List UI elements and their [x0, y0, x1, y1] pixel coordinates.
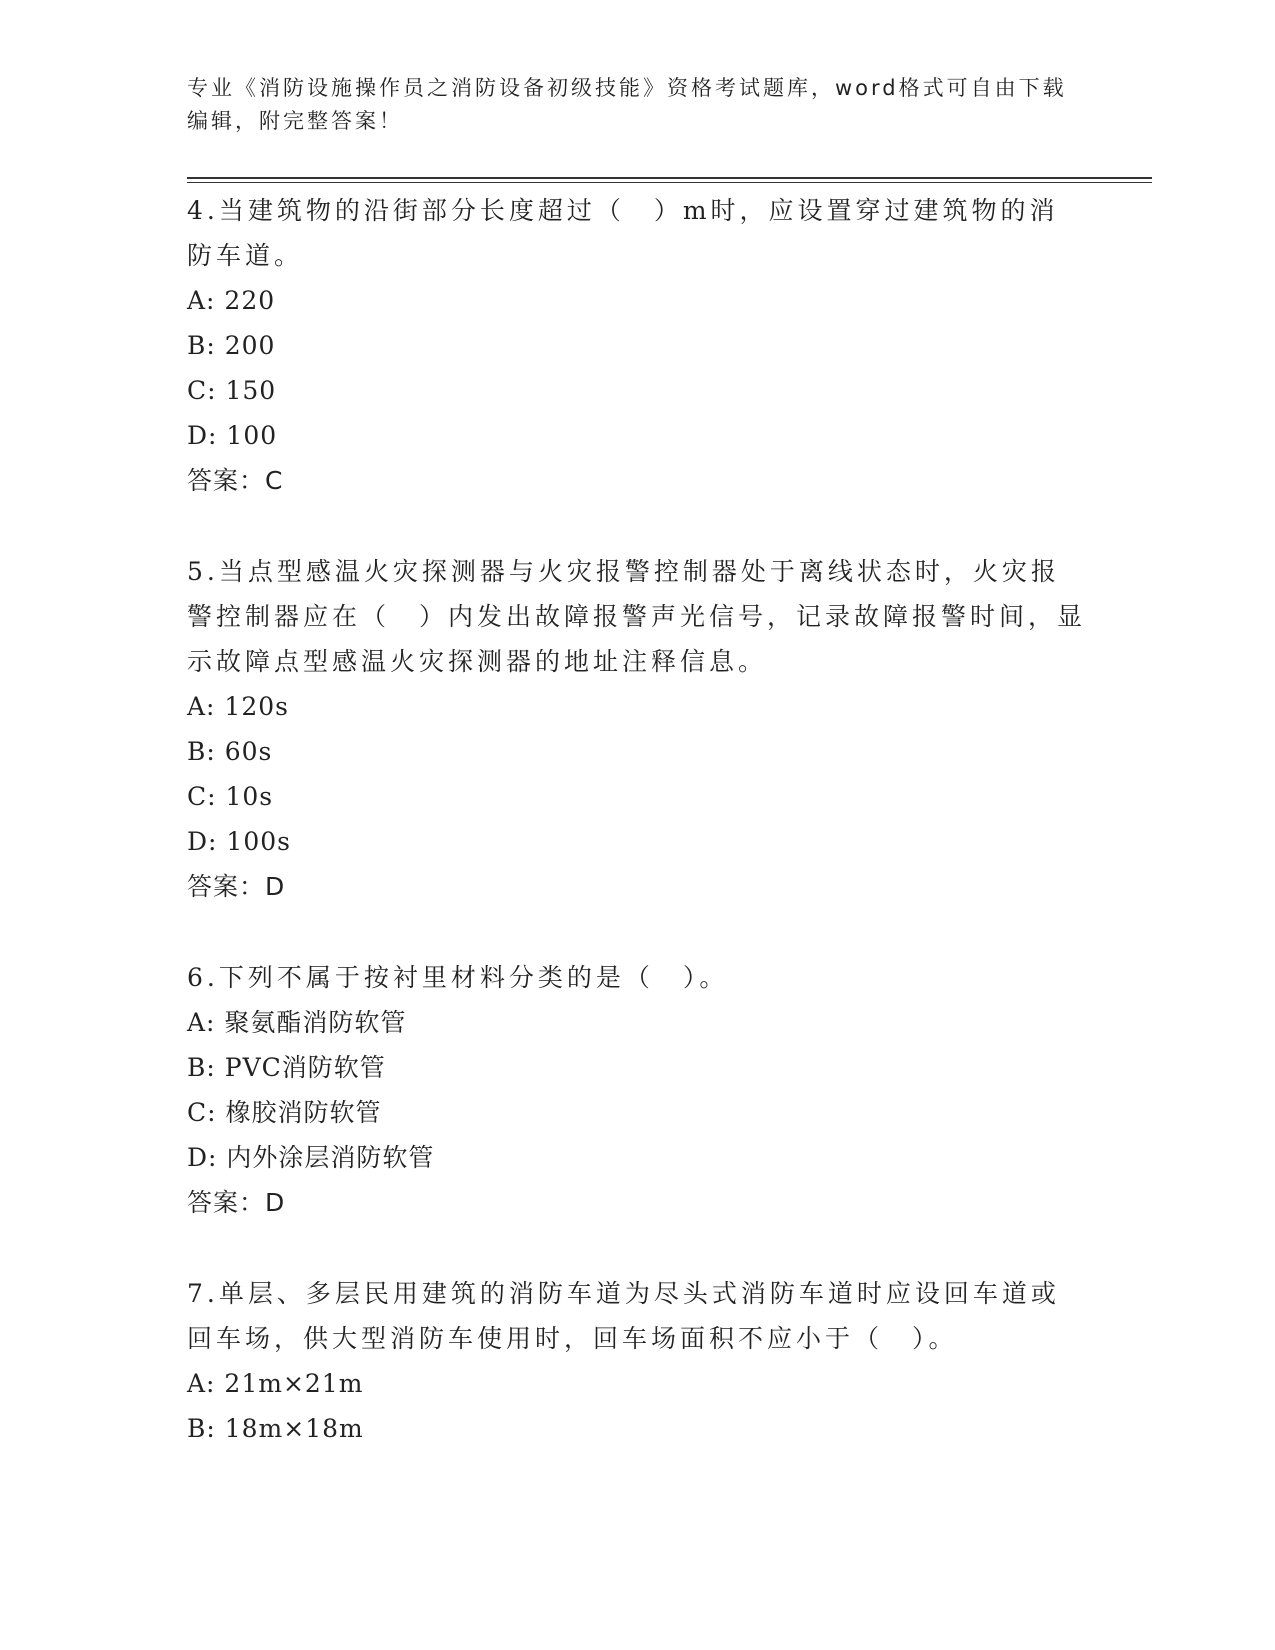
header-divider-thin [187, 182, 1152, 183]
question-stem: 5.当点型感温火灾探测器与火灾报警控制器处于离线状态时，火灾报警控制器应在（ ）内发出故障报警声光信号，记录故障报警时间，显示故障点型感温火灾探测器的地址注释信息。 [187, 557, 1087, 676]
answer: 答案：C [187, 466, 284, 495]
option-a: A: 21m×21m [187, 1369, 364, 1398]
header-text: 专业《消防设施操作员之消防设备初级技能》资格考试题库，word格式可自由下载编辑，附完整答案！ [187, 76, 1067, 133]
option-c: C: 10s [187, 782, 274, 811]
question-list [187, 188, 1087, 1497]
question-stem: 7.单层、多层民用建筑的消防车道为尽头式消防车道时应设回车道或回车场，供大型消防车使用时，回车场面积不应小于（ ）。 [187, 1279, 1060, 1353]
option-a: A: 220 [187, 286, 276, 315]
option-c: C: 150 [187, 376, 277, 405]
option-b: B: PVC消防软管 [187, 1053, 386, 1082]
question-5 [187, 549, 1087, 909]
option-b: B: 18m×18m [187, 1414, 364, 1443]
option-a: A: 120s [187, 692, 289, 721]
option-a: A: 聚氨酯消防软管 [187, 1008, 407, 1037]
option-b: B: 200 [187, 331, 276, 360]
question-stem: 4.当建筑物的沿街部分长度超过（ ）m时，应设置穿过建筑物的消防车道。 [187, 196, 1059, 270]
answer: 答案：D [187, 1188, 286, 1217]
document-header [187, 72, 1067, 138]
answer: 答案：D [187, 872, 286, 901]
option-d: D: 100s [187, 827, 291, 856]
header-divider-thick [187, 177, 1152, 179]
option-d: D: 100 [187, 421, 278, 450]
question-6 [187, 955, 1087, 1225]
question-7 [187, 1271, 1087, 1451]
question-4 [187, 188, 1087, 503]
option-d: D: 内外涂层消防软管 [187, 1143, 435, 1172]
question-stem: 6.下列不属于按衬里材料分类的是（ ）。 [187, 963, 729, 992]
option-c: C: 橡胶消防软管 [187, 1098, 382, 1127]
option-b: B: 60s [187, 737, 273, 766]
